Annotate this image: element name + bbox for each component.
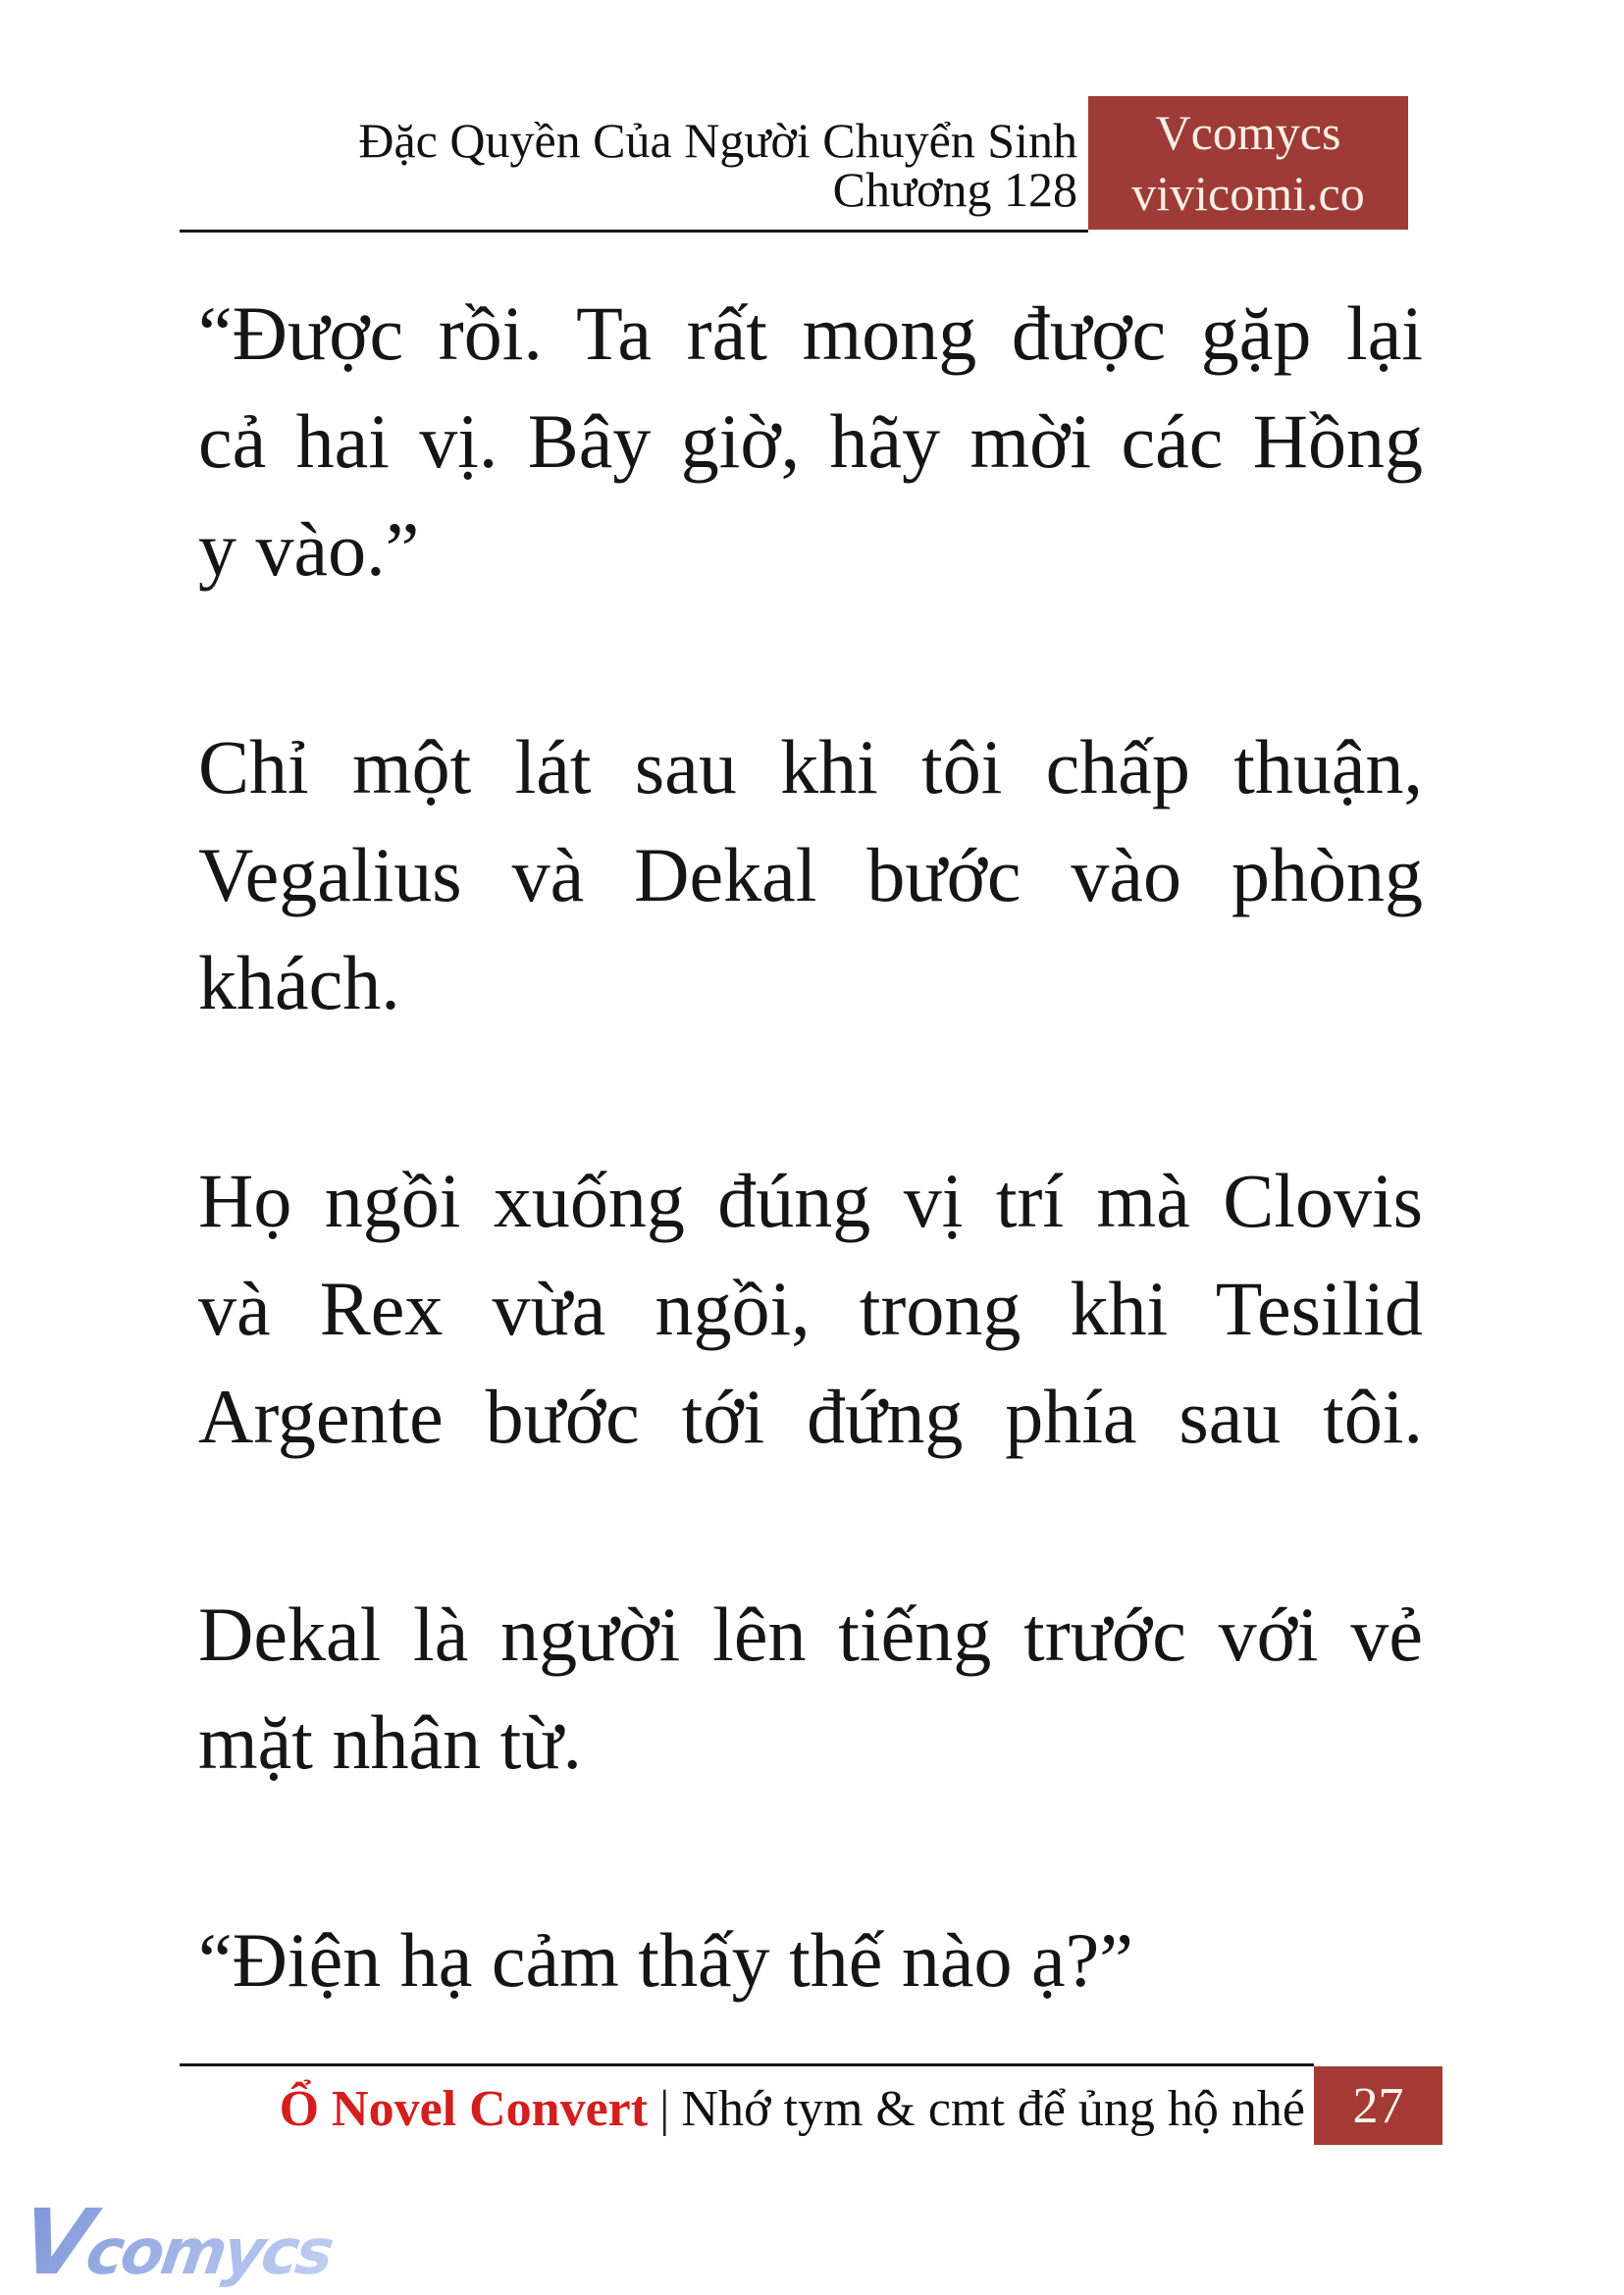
header-rule — [180, 230, 1088, 233]
footer-credit — [280, 2080, 1305, 2139]
text-line: “Được rồi. Ta rất mong được gặp lại — [198, 290, 1423, 376]
watermark-initial: V — [15, 2190, 96, 2295]
footer-separator: | — [659, 2081, 670, 2137]
text-line: Chỉ một lát sau khi tôi chấp thuận, — [198, 724, 1423, 809]
text-line: khách. — [198, 940, 400, 1025]
text-line: Dekal là người lên tiếng trước với vẻ — [198, 1591, 1423, 1677]
text-line: và Rex vừa ngồi, trong khi Tesilid — [198, 1266, 1423, 1351]
vcomycs-logo-watermark — [15, 2190, 338, 2295]
chapter-title — [358, 113, 1077, 217]
text-line: Vegalius và Dekal bước vào phòng — [198, 832, 1423, 917]
text-line: Argente bước tới đứng phía sau tôi. — [198, 1374, 1423, 1459]
chapter-number: Chương 128 — [832, 162, 1077, 217]
page-number: 27 — [1352, 2077, 1404, 2134]
paragraph — [198, 1581, 1423, 1797]
paragraph — [198, 1906, 1423, 2014]
text-line: Họ ngồi xuống đúng vị trí mà Clovis — [198, 1158, 1423, 1243]
publisher-site: vivicomi.co — [1131, 166, 1365, 221]
series-title: Đặc Quyền Của Người Chuyển Sinh — [358, 113, 1077, 168]
footer-rule — [180, 2063, 1314, 2066]
text-line: “Điện hạ cảm thấy thế nào ạ?” — [198, 1917, 1133, 2003]
text-line: y vào.” — [198, 506, 420, 592]
footer-message: Nhớ tym & cmt để ủng hộ nhé — [681, 2081, 1305, 2137]
publisher-brand-box — [1088, 96, 1408, 230]
text-line: mặt nhân từ. — [198, 1699, 583, 1785]
publisher-name: Vcomycs — [1155, 105, 1341, 160]
paragraph — [198, 1147, 1423, 1471]
footer-brand: Ổ Novel Convert — [279, 2081, 649, 2137]
watermark-rest: comycs — [81, 2217, 337, 2289]
paragraph — [198, 713, 1423, 1037]
page-text — [198, 280, 1423, 2014]
page-number-badge — [1314, 2066, 1442, 2145]
text-line: cả hai vị. Bây giờ, hãy mời các Hồng — [198, 398, 1423, 484]
paragraph — [198, 280, 1423, 603]
